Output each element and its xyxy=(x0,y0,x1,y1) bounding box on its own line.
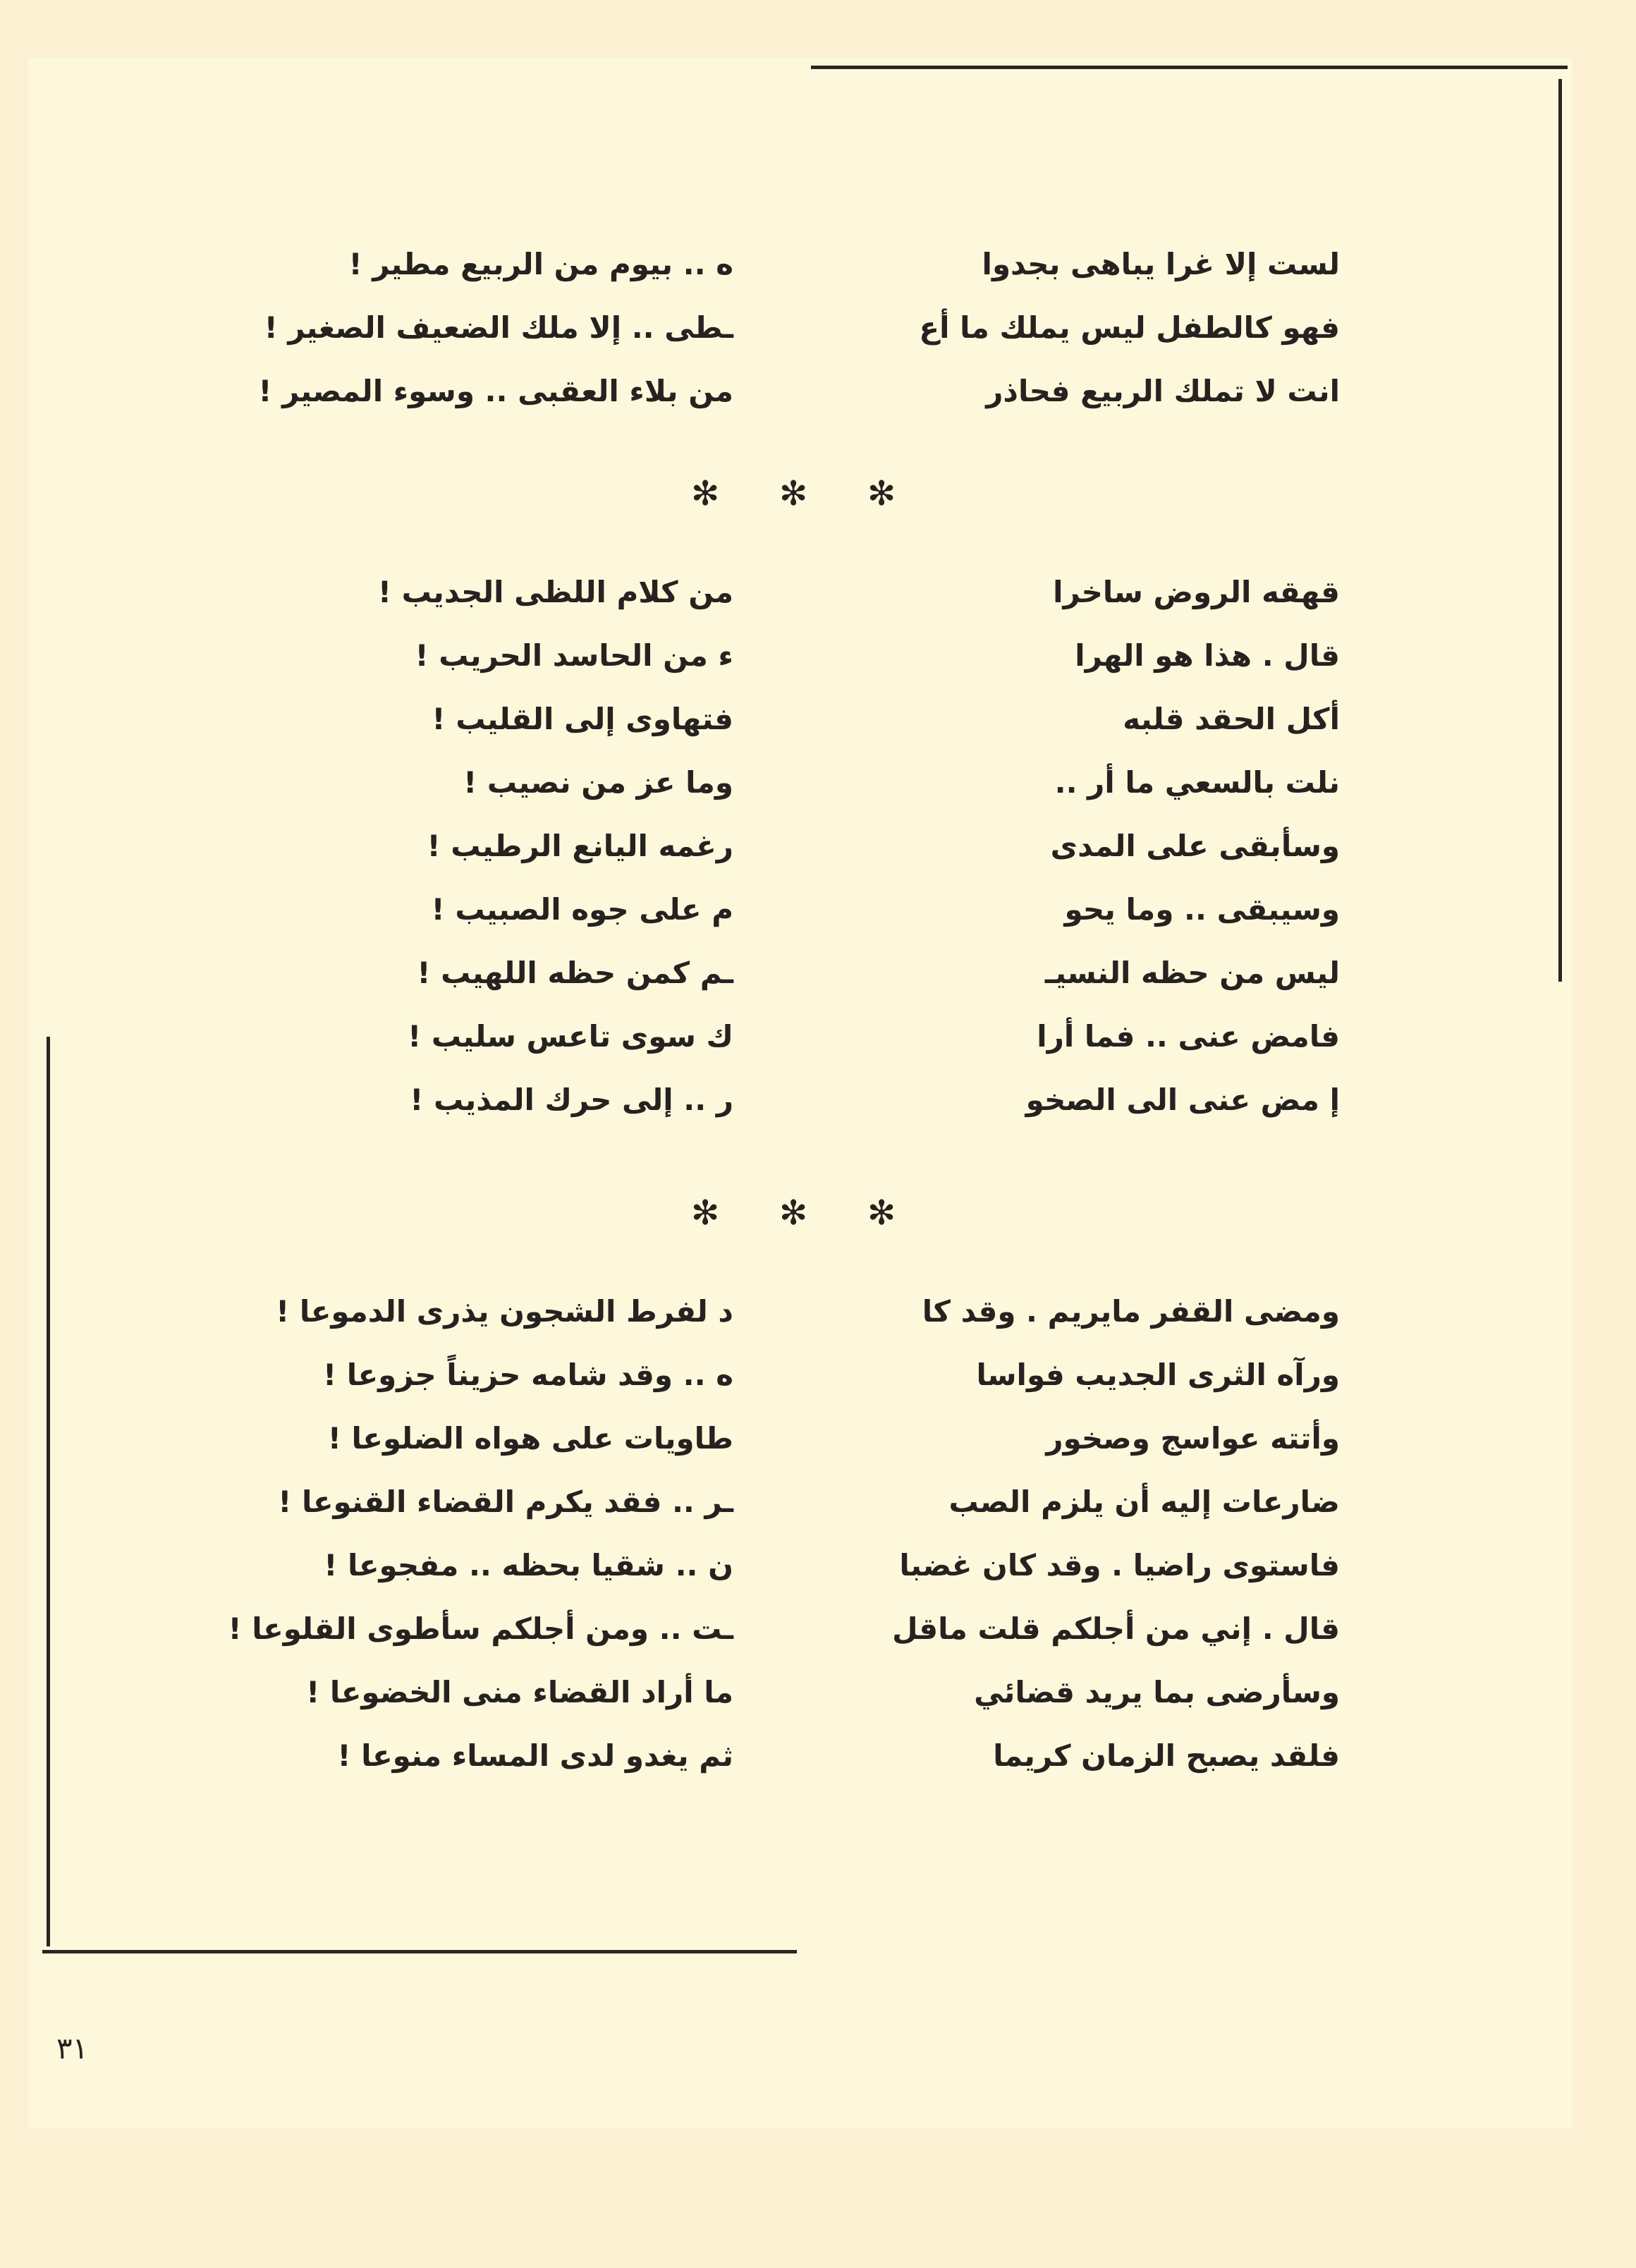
first-hemistich: نلت بالسعي ما أر .. xyxy=(1054,765,1340,800)
second-hemistich: م على جوه الصبيب ! xyxy=(431,892,733,927)
second-hemistich: من كلام اللظى الجديب ! xyxy=(377,575,733,609)
bottom-rule xyxy=(42,1950,797,1953)
second-hemistich: ما أراد القضاء منى الخضوعا ! xyxy=(306,1675,733,1709)
second-hemistich: ه .. بيوم من الربيع مطير ! xyxy=(348,247,733,281)
first-hemistich: وسيبقى .. وما يحو xyxy=(1064,892,1340,927)
asterisk-icon: ✻ xyxy=(867,1193,896,1233)
second-hemistich: رغمه اليانع الرطيب ! xyxy=(427,829,733,863)
second-hemistich: ه .. وقد شامه حزيناً جزوعا ! xyxy=(322,1358,733,1392)
first-hemistich: ورآه الثرى الجديب فواسا xyxy=(976,1358,1340,1392)
asterisk-icon: ✻ xyxy=(691,474,720,513)
first-hemistich: وسأرضى بما يريد قضائي xyxy=(974,1675,1340,1709)
first-hemistich: ضارعات إليه أن يلزم الصب xyxy=(948,1484,1340,1519)
right-rule xyxy=(1558,79,1562,982)
second-hemistich: ـم كمن حظه اللهيب ! xyxy=(417,956,733,990)
first-hemistich: أكل الحقد قلبه xyxy=(1123,702,1340,736)
page-number: ٣١ xyxy=(56,2031,89,2066)
first-hemistich: ليس من حظه النسيـ xyxy=(1044,956,1340,990)
asterisk-icon: ✻ xyxy=(691,1193,720,1233)
stanza-separator xyxy=(691,1192,931,1234)
second-hemistich: ء من الحاسد الحريب ! xyxy=(415,638,733,673)
second-hemistich: وما عز من نصيب ! xyxy=(463,765,733,800)
second-hemistich: ك سوى تاعس سليب ! xyxy=(408,1019,733,1054)
asterisk-icon: ✻ xyxy=(779,474,808,513)
second-hemistich: طاويات على هواه الضلوعا ! xyxy=(327,1421,733,1456)
second-hemistich: ن .. شقيا بحظه .. مفجوعا ! xyxy=(324,1548,733,1583)
first-hemistich: فامض عنى .. فما أرا xyxy=(1037,1019,1340,1054)
first-hemistich: قال . هذا هو الهرا xyxy=(1075,638,1340,673)
first-hemistich: فاستوى راضيا . وقد كان غضبا xyxy=(899,1548,1340,1583)
asterisk-icon: ✻ xyxy=(779,1193,808,1233)
first-hemistich: وأتته عواسج وصخور xyxy=(1046,1421,1340,1456)
second-hemistich: فتهاوى إلى القليب ! xyxy=(432,702,733,736)
second-hemistich: ـطى .. إلا ملك الضعيف الصغير ! xyxy=(264,310,733,345)
first-hemistich: قال . إني من أجلكم قلت ماقل xyxy=(892,1611,1340,1646)
second-hemistich: ر .. إلى حرك المذيب ! xyxy=(410,1083,733,1117)
first-hemistich: انت لا تملك الربيع فحاذر xyxy=(986,374,1340,408)
first-hemistich: وسأبقى على المدى xyxy=(1050,829,1340,863)
second-hemistich: ـت .. ومن أجلكم سأطوى القلوعا ! xyxy=(228,1611,733,1646)
stanza-separator xyxy=(691,472,931,515)
asterisk-icon: ✻ xyxy=(867,474,896,513)
first-hemistich: فهو كالطفل ليس يملك ما أع xyxy=(919,310,1340,345)
second-hemistich: من بلاء العقبى .. وسوء المصير ! xyxy=(258,374,733,408)
second-hemistich: ـر .. فقد يكرم القضاء القنوعا ! xyxy=(278,1484,733,1519)
first-hemistich: ومضى القفر مايريم . وقد كا xyxy=(922,1294,1340,1329)
second-hemistich: ثم يغدو لدى المساء منوعا ! xyxy=(337,1738,733,1773)
first-hemistich: فلقد يصبح الزمان كريما xyxy=(993,1738,1340,1773)
left-rule xyxy=(47,1037,50,1946)
first-hemistich: إ مض عنى الى الصخو xyxy=(1025,1083,1340,1117)
first-hemistich: قهقه الروض ساخرا xyxy=(1053,575,1340,609)
first-hemistich: لست إلا غرا يباهى بجدوا xyxy=(982,247,1340,281)
top-rule xyxy=(811,66,1568,69)
second-hemistich: د لفرط الشجون يذرى الدموعا ! xyxy=(276,1294,733,1329)
